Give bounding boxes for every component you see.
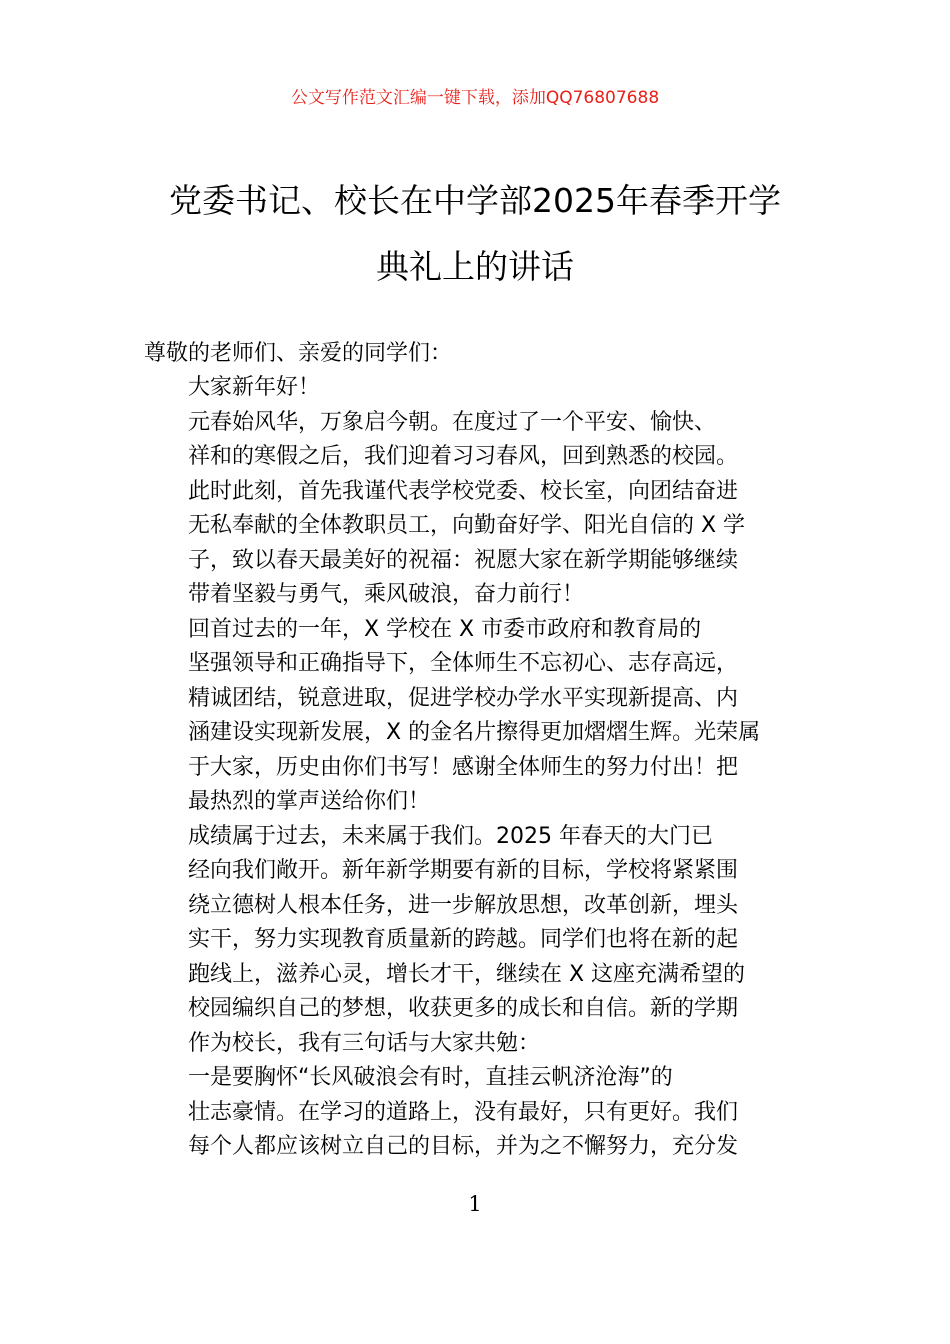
text-line: 带着坚毅与勇气，乘风破浪，奋力前行！ xyxy=(188,582,585,607)
text-line: 涵建设实现新发展，X 的金名片擦得更加熠熠生辉。光荣属 xyxy=(188,720,761,745)
download-promo-note: 公文写作范文汇编一键下载，添加QQ76807688 xyxy=(290,88,660,108)
text-line: 每个人都应该树立自己的目标，并为之不懈努力，充分发 xyxy=(188,1134,739,1159)
text-line: 子，致以春天最美好的祝福：祝愿大家在新学期能够继续 xyxy=(188,547,739,573)
text-line: 精诚团结，锐意进取，促进学校办学水平实现新提高、内 xyxy=(188,685,739,711)
paragraph-opening xyxy=(144,406,844,613)
text-line: 无私奉献的全体教职员工，向勤奋好学、阳光自信的 X 学 xyxy=(188,513,746,538)
text-line: 元春始风华，万象启今朝。在度过了一个平安、愉快、 xyxy=(188,409,717,435)
title-line-1: 党委书记、校长在中学部2025年春季开学 xyxy=(169,181,781,220)
paragraph-outlook xyxy=(144,820,844,1062)
document-title xyxy=(120,168,830,300)
text-line: 最热烈的掌声送给你们！ xyxy=(188,789,431,814)
paragraph-review xyxy=(144,613,844,820)
text-line: 跑线上，滋养心灵，增长才干，继续在 X 这座充满希望的 xyxy=(188,961,746,987)
text-line: 于大家，历史由你们书写！感谢全体师生的努力付出！把 xyxy=(188,754,739,780)
text-line: 校园编织自己的梦想，收获更多的成长和自信。新的学期 xyxy=(188,996,739,1021)
text-line: 大家新年好！ xyxy=(188,375,321,400)
text-line: 经向我们敞开。新年新学期要有新的目标，学校将紧紧围 xyxy=(188,858,739,883)
text-line: 实干，努力实现教育质量新的跨越。同学们也将在新的起 xyxy=(188,927,739,952)
text-line: 此时此刻，首先我谨代表学校党委、校长室，向团结奋进 xyxy=(188,478,739,504)
text-line: 祥和的寒假之后，我们迎着习习春风，回到熟悉的校园。 xyxy=(188,444,739,469)
text-line: 回首过去的一年，X 学校在 X 市委市政府和教育局的 xyxy=(188,616,702,642)
paragraph-greeting xyxy=(144,371,844,406)
text-line: 壮志豪情。在学习的道路上，没有最好，只有更好。我们 xyxy=(188,1099,739,1125)
text-line: 成绩属于过去，未来属于我们。2025 年春天的大门已 xyxy=(188,823,713,849)
text-line: 绕立德树人根本任务，进一步解放思想，改革创新，埋头 xyxy=(188,892,739,918)
paragraph-point-one xyxy=(144,1061,844,1165)
speech-body xyxy=(144,371,844,1165)
text-line: 一是要胸怀“长风破浪会有时，直挂云帆济沧海”的 xyxy=(188,1065,673,1090)
text-line: 作为校长，我有三句话与大家共勉： xyxy=(188,1030,541,1056)
salutation: 尊敬的老师们、亲爱的同学们： xyxy=(144,341,453,366)
text-line: 坚强领导和正确指导下，全体师生不忘初心、志存高远， xyxy=(188,651,739,676)
page-number: 1 xyxy=(468,1192,482,1216)
title-line-2: 典礼上的讲话 xyxy=(376,247,574,286)
